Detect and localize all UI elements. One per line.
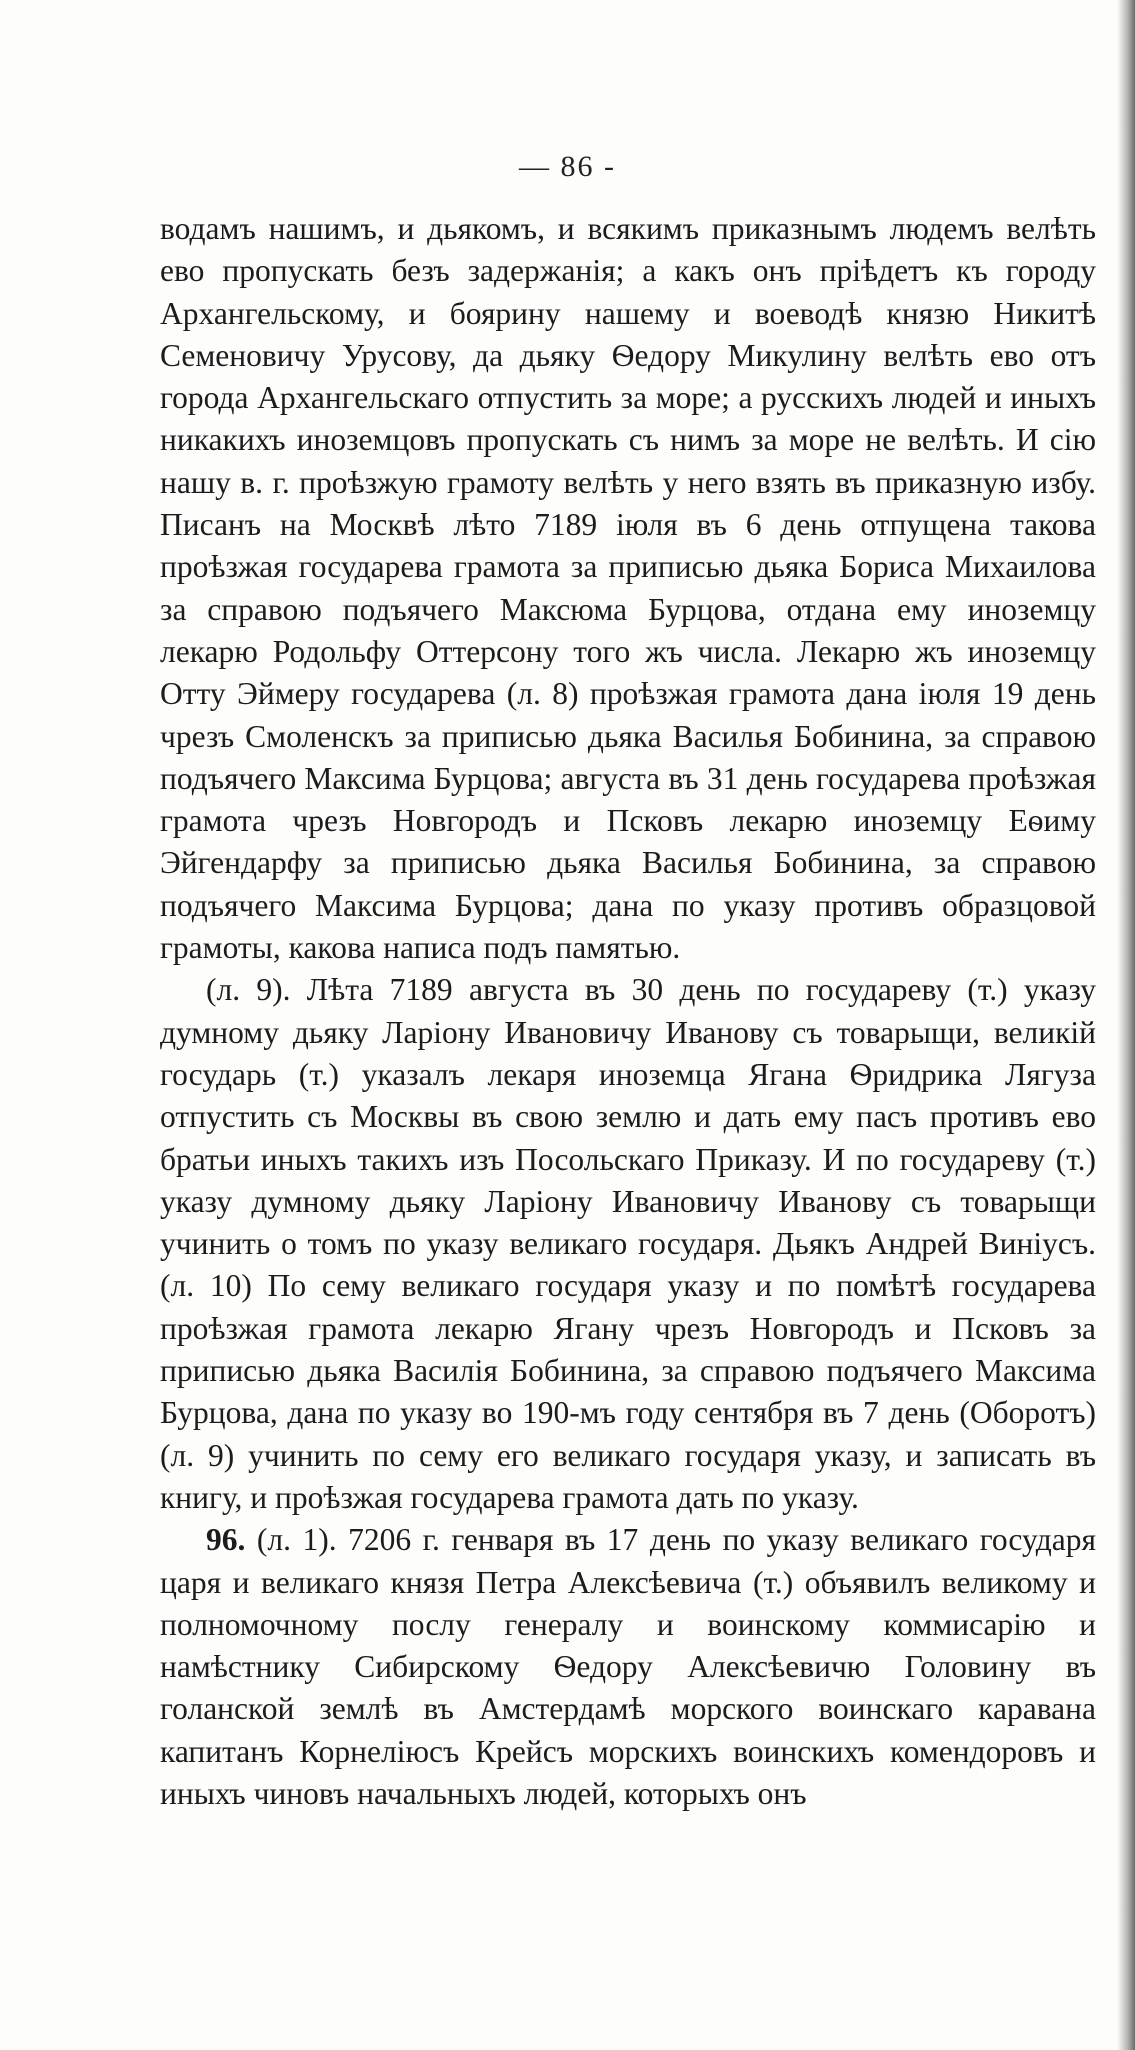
page-number: — 86 - (519, 150, 616, 183)
paragraph-decree-7189 (160, 969, 1096, 1519)
paragraph-text: (л. 9). Лѣта 7189 августа въ 30 день по государеву (т.) указу думному дьяку Ларіону Ивановичу Иванову съ товарыщи, великій государь (т.) указалъ лекаря иноземца Ягана Ѳридрика Лягуза отпустить съ Москвы въ свою землю и дать ему пасъ противъ ево братьи иныхъ такихъ изъ Посольскаго Приказу. И по государеву (т.) указу думному дьяку Ларіону Ивановичу Иванову съ товарыщи учинить о томъ по указу великаго государя. Дьякъ Андрей Виніусъ. (л. 10) По сему великаго государя указу и по помѣтѣ государева проѣзжая грамота лекарю Ягану чрезъ Новгородъ и Псковъ за приписью дьяка Василія Бобинина, за справою подъячего Максима Бурцова, дана по указу во 190-мъ году сентября въ 7 день (Оборотъ) (л. 9) учинить по сему его великаго государя указу, и записать въ книгу, и проѣзжая государева грамота дать по указу. (160, 972, 1096, 1515)
page-edge-shadow (1117, 0, 1135, 2050)
paragraph-text: (л. 1). 7206 г. генваря въ 17 день по указу великаго государя царя и великаго князя Петра Алексѣевича (т.) объявилъ великому и полномочному послу генералу и воинскому коммисарію и намѣстнику Сибирскому Ѳедору Алексѣевичю Головину въ голанской землѣ въ Амстердамѣ морского воинскаго каравана капитанъ Корнеліюсъ Крейсъ морскихъ воинскихъ комендоровъ и иныхъ чиновъ начальныхъ людей, которыхъ онъ (160, 1522, 1096, 1811)
entry-number: 96. (206, 1522, 246, 1558)
paragraph-continuation (160, 208, 1096, 969)
text-body (160, 208, 1096, 1815)
paragraph-text: водамъ нашимъ, и дьякомъ, и всякимъ приказнымъ людемъ велѣть ево пропускать безъ задержанія; а какъ онъ пріѣдетъ къ городу Архангельскому, и боярину нашему и воеводѣ князю Никитѣ Семеновичу Урусову, да дьяку Ѳедору Микулину велѣть ево отъ города Архангельскаго отпустить за море; а русскихъ людей и иныхъ никакихъ иноземцовъ пропускать съ нимъ за море не велѣть. И сію нашу в. г. проѣзжую грамоту велѣть у него взять въ приказную избу. Писанъ на Москвѣ лѣто 7189 іюля въ 6 день отпущена такова проѣзжая государева грамота за приписью дьяка Бориса Михаилова за справою подъячего Максюма Бурцова, отдана ему иноземцу лекарю Родольфу Оттерсону того жъ числа. Лекарю жъ иноземцу Отту Эймеру государева (л. 8) проѣзжая грамота дана іюля 19 день чрезъ Смоленскъ за приписью дьяка Василья Бобинина, за справою подъячего Максима Бурцова; августа въ 31 день государева проѣзжая грамота чрезъ Новгородъ и Псковъ лекарю иноземцу Еѳиму Эйгендарфу за приписью дьяка Василья Бобинина, за справою подъячего Максима Бурцова; дана по указу противъ образцовой грамоты, какова написа подъ памятью. (160, 211, 1096, 966)
paragraph-entry-96 (160, 1519, 1096, 1815)
